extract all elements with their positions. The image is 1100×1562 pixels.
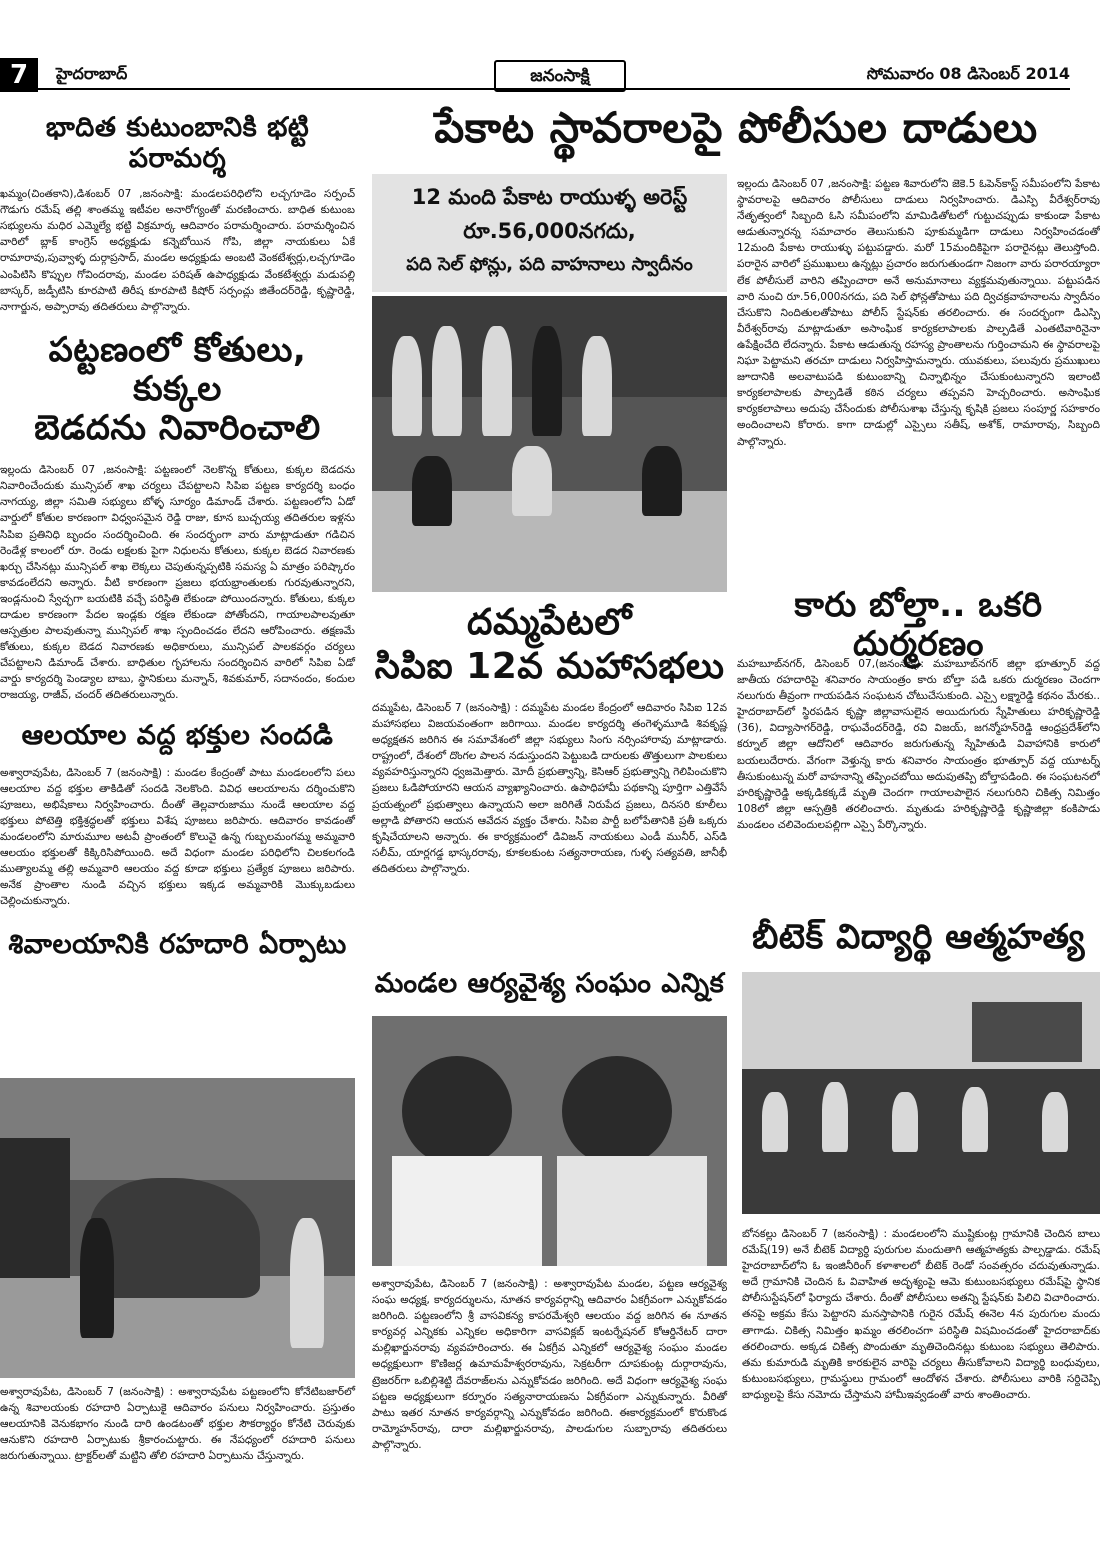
photo-raid-arrests bbox=[372, 296, 727, 592]
headline-road: శివాలయానికి రహదారి ఏర్పాటు bbox=[8, 929, 347, 961]
article-raid-body: ఇల్లందు డిసెంబర్ 07 ,జనంసాక్షి: పట్టణ శివారులోని జెకె.5 ఓపెన్‌కాస్ట్ సమీపంలోని పేకాట స్థావరాలపై ఆదివారం పోలీసులు దాడులు నిర్వహించారు. డిఎస్పి వీరేశ్వర్‌రావు నేతృత్వంలో సిబ్బంది ఓసి సమీపంలోని మామిడితోటలో గుట్టుచప్పుడు కాకుండా పేకాట ఆడుతున్నారన్న సమాచారం తెలుసుకుని పూకుమ్మడిగా దాడులు నిర్వహించడంతో 12మంది పేకాట రాయుళ్ళు పట్టుపడ్డారు. మరో 15మందికిపైగా పరారైనట్లు తెలుస్తోంది. పరారైన వారిలో ప్రముఖులు ఉన్నట్లు ప్రచారం జరుగుతుండగా నిజంగా వారు పరారయ్యారా లేక పోలీసులే వారిని తప్పించారా అనే అనుమానాలు వ్యక్తమవుతున్నాయి. పట్టుపడిన వారి నుంచి రూ.56,000నగదు, పది సెల్ ఫోన్లతోపాటు పది ద్విచక్రవాహనాలను స్వాదీనం చేసుకొని నిందితులతోపాటు పోలీస్ స్టేషన్‌కు తరలించారు. ఈ సందర్భంగా డిఎస్పి వీరేశ్వర్‌రావు మాట్లాడుతూ అసాంఘిక కార్యకలాపాలకు పాల్పడితే ఎంతటివారినైనా ఉపేక్షించేది లేదన్నారు. పేకాట ఆడుతున్న రహస్య ప్రాంతాలను గుర్తించామని ఈ స్థావరాలపై నిఘా పెట్టామని తరచూ దాడులు నిర్వహిస్తామన్నారు. యువకులు, పలువురు ప్రముఖులు జూదానికి అలవాటుపడి కుటుంబాన్ని చిన్నాభిన్నం చేసుకుంటున్నారని ఇలాంటి కార్యకలాపాలకు పాల్పడితే కఠిన చర్యలు తప్పవని హెచ్చరించారు. అసాంఘిక కార్యకలాపాలు అదుపు చేసేందుకు పోలీసుశాఖ చేస్తున్న కృషికి ప్రజలు సంపూర్ణ సహకారం అందించాలని కోరారు. కాగా దాడుల్లో ఎస్సైలు సతీష్, అశోక్, రామారావు, సిబ్బంది పాల్గొన్నారు. bbox=[737, 178, 1100, 448]
masthead bbox=[0, 58, 1100, 92]
article-monkeys-body: ఇల్లందు డిసెంబర్ 07 ,జనంసాక్షి: పట్టణంలో నెలకొన్న కోతులు, కుక్కల బెడదను నివారించేందుకు మున్సిపల్ శాఖ చర్యలు చేపట్టాలని సిపిఐ పట్టణ కార్యదర్శి బంధం నాగయ్య, జిల్లా సమితి సభ్యులు బోళ్ళ సూర్యం డిమాండ్ చేశారు. పట్టణంలోని ఏడో వార్డులో కోతుల కారణంగా విధ్వంసమైన రెడ్డి రాజు, కూన బుచ్చయ్య తదితరుల ఇళ్లను సిపిఐ ప్రతినిధి బృందం సందర్శించింది. ఈ సందర్భంగా వారు మాట్లాడుతూ గడిచిన రెండేళ్ల కాలంలో రూ. రెండు లక్షలకు పైగా నిధులను కోతులు, కుక్కల బెడద నివారణకు ఖర్చు చేసినట్లు మున్సిపల్ శాఖ లెక్కలు చెపుతున్నప్పటికి సమస్య ఏ మాత్రం పరిష్కారం కావడంలేదని అన్నారు. వీటి కారణంగా ప్రజలు భయభ్రాంతులకు గురవుతున్నారని, ఇండ్లనుంచి స్వేచ్ఛగా బయటికి వచ్చే పరిస్థితి లేకుండా పోయిందన్నారు. కోతులు, కుక్కల దాడుల కారణంగా పేదల ఇండ్లకు రక్షణ లేకుండా పోతోందని, గాయాలపాలవుతూ ఆస్పత్రుల పాలవుతున్నా మున్సిపల్ శాఖ స్పందించడం లేదని ఆరోపించారు. తక్షణమే కోతులు, కుక్కల బెడద నివారణకు అధికారులు, మున్సిపల్ పాలకవర్గం చర్యలు చేపట్టాలని డిమాండ్ చేశారు. బాధితుల గృహాలను సందర్శించిన వారిలో సిపిఐ ఏడో వార్డు కార్యదర్శి పెండ్యాల బాబు, స్థానికులు మన్నాన్, శివకుమార్, సదానందం, కందుల రాజయ్య, రాజీవ్, చందర్ తదితరులున్నారు. bbox=[0, 464, 355, 702]
headline-car-accident: కారు బోల్తా.. ఒకరి దుర్మరణం bbox=[794, 585, 1043, 665]
headline-cpi-line2: సిపిఐ 12వ మహాసభలు bbox=[374, 646, 725, 687]
headline-temples: ఆలయాల వద్ద భక్తుల సందడి bbox=[21, 719, 334, 751]
article-temples-body: అశ్వారావుపేట, డిసెంబర్ 7 (జనంసాక్షి) : మండల కేంద్రంతో పాటు మండలంలోని పలు ఆలయాల వద్ద భక్తుల తాకిడితో సందడి నెలకొంది. వివిధ ఆలయాలను దర్శించుకొని పూజలు, అభిషేకాలు నిర్వహించారు. దీంతో తెల్లవారుజాము నుండే ఆలయాల వద్ద భక్తులు పోటెత్తి భక్తిశ్రద్ధలతో భక్తులు విశేష పూజలు జరిపారు. ఆదివారం కావడంతో మండలంలోని మారుమూల అటవీ ప్రాంతంలో కొలువై ఉన్న గుబ్బలమంగమ్మ అమ్మవారి ఆలయం భక్తులతో కిక్కిరిసిపోయింది. అదే విధంగా మండల పరిధిలోని చిలకలగండి ముత్యాలమ్మ తల్లి అమ్మవారి ఆలయం వద్ద కూడా భక్తులు ప్రత్యేక పూజలు జరిపారు. అనేక ప్రాంతాల నుండి వచ్చిన భక్తులు ఇక్కడ అమ్మవారికి మొక్కుబడులు చెల్లించుకున్నారు. bbox=[0, 766, 355, 908]
headline-cpi-line1: దమ్మపేటలో bbox=[467, 602, 632, 643]
article-road-body: అశ్వారావుపేట, డిసెంబర్ 7 (జనంసాక్షి) : అశ్వారావుపేట పట్టణంలోని కోనేటిబజార్‌లో ఉన్న శివాలయంకు రహదారి ఏర్పాటుకై ఆదివారం పనులు నిర్వహించారు. ప్రస్తుతం ఆలయానికి వెనుకభాగం నుండి దారి ఉండటంతో భక్తుల సౌకర్యార్థం కోనేటి చెరువుకు ఆనుకొని రహదారి ఏర్పాటుకు శ్రీకారంచుట్టారు. ఈ నేపధ్యంలో రహదారి పనులు జరుగుతున్నాయి. ట్రాక్టర్‌లతో మట్టిని తోలి రహదారి ఏర్పాటును చేస్తున్నారు. bbox=[0, 1386, 355, 1463]
headline-btech-suicide: బీటెక్ విద్యార్థి ఆత్మహత్య bbox=[752, 917, 1085, 957]
headline-aryavysya: మండల ఆర్యవైశ్య సంఘం ఎన్నిక bbox=[374, 968, 725, 999]
highlight-line-3: పది సెల్ ఫోన్లు, పది వాహనాలు స్వాదీనం bbox=[406, 254, 693, 275]
photo-road-work bbox=[0, 1078, 355, 1378]
photo-aryavysya-leaders bbox=[372, 1016, 727, 1266]
newspaper-logo: జనంసాక్షి bbox=[494, 60, 626, 92]
article-aryavysya-body: అశ్వారావుపేట, డిసెంబర్ 7 (జనంసాక్షి) : అశ్వారావుపేట మండల, పట్టణ ఆర్యవైశ్య సంఘ అధ్యక్ష, కార్యదర్శులను, నూతన కార్యవర్గాన్ని ఆదివారం ఏకగ్రీవంగా ఎన్నుకోవడం జరిగింది. పట్టణంలోని శ్రీ వాసవికన్య కాపరమేశ్వరి ఆలయం వద్ద జరిగిన ఈ నూతన కార్యవర్గ ఎన్నికకు ఎన్నికల అధికారిగా వాసవిక్లబ్ ఇంటర్నేషనల్ కోఆర్డినేటర్ దారా మల్లిఖార్జునరావు వ్యవహరించారు. ఈ ఏకగ్రీవ ఎన్నికలో ఆర్యవైశ్య సంఘం మండల అధ్యక్షులుగా కొణిజర్ల ఉమామహేశ్వరరావును, సెక్రటరీగా దూపకుంట్ల దుర్గారావును, ట్రెజరర్‌గా ఒబిల్లిశెట్టి దేవరాజ్‌లను ఎన్నుకోవడం జరిగింది. అదే విధంగా ఆర్యవైశ్య సంఘ పట్టణ అధ్యక్షులుగా కర్నూరం సత్యనారాయణను ఏకగ్రీవంగా ఎన్నుకున్నారు. వీరితో పాటు ఇతర నూతన కార్యవర్గాన్ని ఎన్నుకోవడం జరిగింది. ఈకార్యక్రమంలో కొరుకొండ రామ్మోహన్‌రావు, దారా మల్లిఖార్జునరావు, పాలడుగుల సుబ్బారావు తదితరులు పాల్గొన్నారు. bbox=[372, 1278, 727, 1451]
article-bhatti-body: ఖమ్మం(చింతకాని),డిశంబర్ 07 ,జనంసాక్షి: మండలపరిధిలోని లచ్చగూడెం సర్పంచ్ గౌడుగు రమేష్ తల్లి శాంతమ్మ ఇటీవల అనారోగ్యంతో మరణించారు. బాధిత కుటుంబ సభ్యులను మధిర ఎమ్మెల్యే భట్టి విక్రమార్క ఆదివారం పరామర్శించారు. పరామర్శించిన వారిలో బ్లాక్ కాంగ్రెస్ అధ్యక్షుడు కన్నెబోయిన గోపి, జిల్లా నాయకులు ఏకే రామారావు,పువ్వాళ్ళ దుర్గాప్రసాద్, మండల అధ్యక్షుడు అంబటి వెంకటేశ్వర్లు,లచ్చగూడెం ఎంపిటిసి కొప్పుల గోవిందరావు, మండల పరిషత్ ఉపాధ్యక్షుడు వేంకటేశ్వర్లు మడుపల్లి బాస్కర్, జడ్పీటిసి కూరపాటి తిరీష కూరపాటి కిషోర్ సర్పంచ్లు జితేందర్‌రెడ్డి, కృష్ణారెడ్డి, నాగార్జున, అప్పారావు తదితరులు పాల్గొన్నారు. bbox=[0, 188, 355, 313]
page-number: 7 bbox=[0, 58, 38, 92]
edition-city: హైదరాబాద్ bbox=[56, 64, 128, 83]
edition-date: సోమవారం 08 డిసెంబర్ 2014 bbox=[866, 64, 1070, 83]
masthead-rule bbox=[38, 88, 1070, 90]
photo-village-protest bbox=[742, 972, 1100, 1214]
article-btech-body: బోనకల్లు డిసెంబర్ 7 (జనంసాక్షి) : మండలంలోని ముష్టికుంట్ల గ్రామానికి చెందిన బాలు రమేష్(19) అనే బీటెక్ విద్యార్ధి పురుగుల మందుతాగి ఆత్మహత్యకు పాల్పడ్డాడు. రమేష్ హైదరాబాద్‌లోని ఓ ఇంజినీరింగ్ కళాశాలలో బీటెక్ రెండో సంవత్సరం చదువుతున్నాడు. అదే గ్రామానికి చెందిన ఓ వివాహిత అదృశ్యంపై ఆమె కుటుంబసభ్యులు రమేష్‌పై స్థానిక పోలీసుస్టేషన్‌లో ఫిర్యాదు చేశారు. దీంతో పోలీసులు అతన్ని స్టేషన్‌కు పిలిచి విచారించారు. తనపై అక్రమ కేసు పెట్టారని మనస్తాపానికి గురైన రమేష్ ఈనెల 4న పురుగుల మందు తాగాడు. చికిత్స నిమిత్తం ఖమ్మం తరలించగా పరిస్థితి విషమించడంతో హైదరాబాద్‌కు తరలించారు. అక్కడ చికిత్స పొందుతూ మృతిచెందినట్లు కుటుంబ సభ్యులు తెలిపారు. తమ కుమారుడి మృతికి కారకులైన వారిపై చర్యలు తీసుకోవాలని విద్యార్థి బంధువులు, కుటుంబసభ్యులు, గ్రామస్థులు గ్రామంలో ఆందోళన చేశారు. పోలీసులు వారికి సర్దిచెప్పి బాధ్యులపై కేసు నమోదు చేస్తామని హామీఇవ్వడంతో వారు శాంతించారు. bbox=[742, 1228, 1100, 1401]
main-headline: పేకాట స్థావరాలపై పోలీసుల దాడులు bbox=[434, 103, 1038, 152]
article-cpi-body: దమ్మపేట, డిసెంబర్ 7 (జనంసాక్షి) : దమ్మపేట మండల కేంద్రంలో ఆదివారం సిపిఐ 12వ మహాసభలు విజయవంతంగా జరిగాయి. మండల కార్యదర్శి తంగెళ్ళమూడి శివకృష్ణ అధ్యక్షతన జరిగిన ఈ సమావేశంలో జిల్లా సభ్యులు సింగు నర్సింహారావు మాట్లాడారు. రాష్ట్రంలో, దేశంలో దొంగల పాలన నడుస్తుందని పెట్టుబడి దారులకు తొత్తులుగా పాలకులు వ్యవహరిస్తున్నారని ధ్వజమెత్తారు. మోదీ ప్రభుత్వాన్ని, కెసిఆర్ ప్రభుత్వాన్ని గెలిపించుకొని ప్రజలు ఓడిపోయారని ఆయన వ్యాఖ్యానించారు. ఉపాధిహామీ పథకాన్ని పూర్తిగా ఎత్తివేసే ప్రయత్నంలో ప్రభుత్వాలు ఉన్నాయని అలా జరిగితే నిరుపేద ప్రజలు, దినసరి కూలీలు అల్లాడి పోతారని ఆయన ఆవేదన వ్యక్తం చేశారు. సిపిఐ పార్టీ బలోపేతానికి ప్రతీ ఒక్కరు కృషిచేయాలని అన్నారు. ఈ కార్యక్రమంలో డివిజన్ నాయకులు ఎండీ మునీర్, ఎస్‌డి సలీమ్, యార్లగడ్డ భాస్కరరావు, కూకలకుంట సత్యనారాయణ, గుళ్ళ సత్యవతి, జానీభీ తదితరులు పాల్గొన్నారు. bbox=[372, 702, 727, 875]
column-1 bbox=[0, 100, 355, 960]
highlight-line-1: 12 మంది పేకాట రాయుళ్ళ అరెస్ట్ bbox=[411, 185, 688, 209]
headline-monkeys-line1: పట్టణంలో కోతులు, కుక్కల bbox=[48, 329, 307, 409]
article-car-body: మహబూబ్‌నగర్, డిసెంబర్ 07,(జనంసాక్షి): మహబూబ్‌నగర్ జిల్లా భూత్పూర్ వద్ద జాతీయ రహదారిపై శనివారం సాయంత్రం కారు బోల్తా పడి ఒకరు దుర్మరణం చెందగా నలుగురు తీవ్రంగా గాయపడిన సంఘటన చోటుచేసుకుంది. ఎస్సై లక్ష్మారెడ్డి కథనం మేరకు.. హైదరాబాద్‌లో స్థిరపడిన కృష్ణా జిల్లావాసులైన అయిదుగురు స్నేహితులు హరికృష్ణారెడ్డి (36), విద్యాసాగర్‌రెడ్డి, రాఘవేందర్‌రెడ్డి, రవి విజయ్, జగన్మోహన్‌రెడ్డి ఆంధ్రప్రదేశ్‌లోని కర్నూల్ జిల్లా ఆదోనిలో ఆదివారం జరుగుతున్న స్నేహితుడి వివాహానికి కారులో బయలుదేరారు. వేగంగా వెళ్తున్న కారు శనివారం సాయంత్రం భూత్పూర్ వద్ద యూటర్న్ తీసుకుంటున్న మరో వాహనాన్ని తప్పించబోయి అదుపుతప్పి బోల్తాపడింది. ఈ సంఘటనలో హరికృష్ణారెడ్డి అక్కడికక్కడే మృతి చెందగా గాయాలపాలైన నలుగురిని చికిత్స నిమిత్తం 108లో జిల్లా ఆస్పత్రికి తరలించారు. మృతుడు హరికృష్ణారెడ్డి కృష్ణాజిల్లా కంకిపాడు మండలం చలివెందులపల్లిగా ఎస్సై పేర్కొన్నారు. bbox=[737, 658, 1100, 831]
highlight-line-2: రూ.56,000నగదు, bbox=[463, 219, 636, 243]
headline-bhatti: భాదిత కుటుంబానికి భట్టి పరామర్శ bbox=[45, 112, 310, 175]
highlight-box bbox=[372, 174, 727, 292]
headline-monkeys-line2: బెడదను నివారించాలి bbox=[34, 408, 321, 449]
